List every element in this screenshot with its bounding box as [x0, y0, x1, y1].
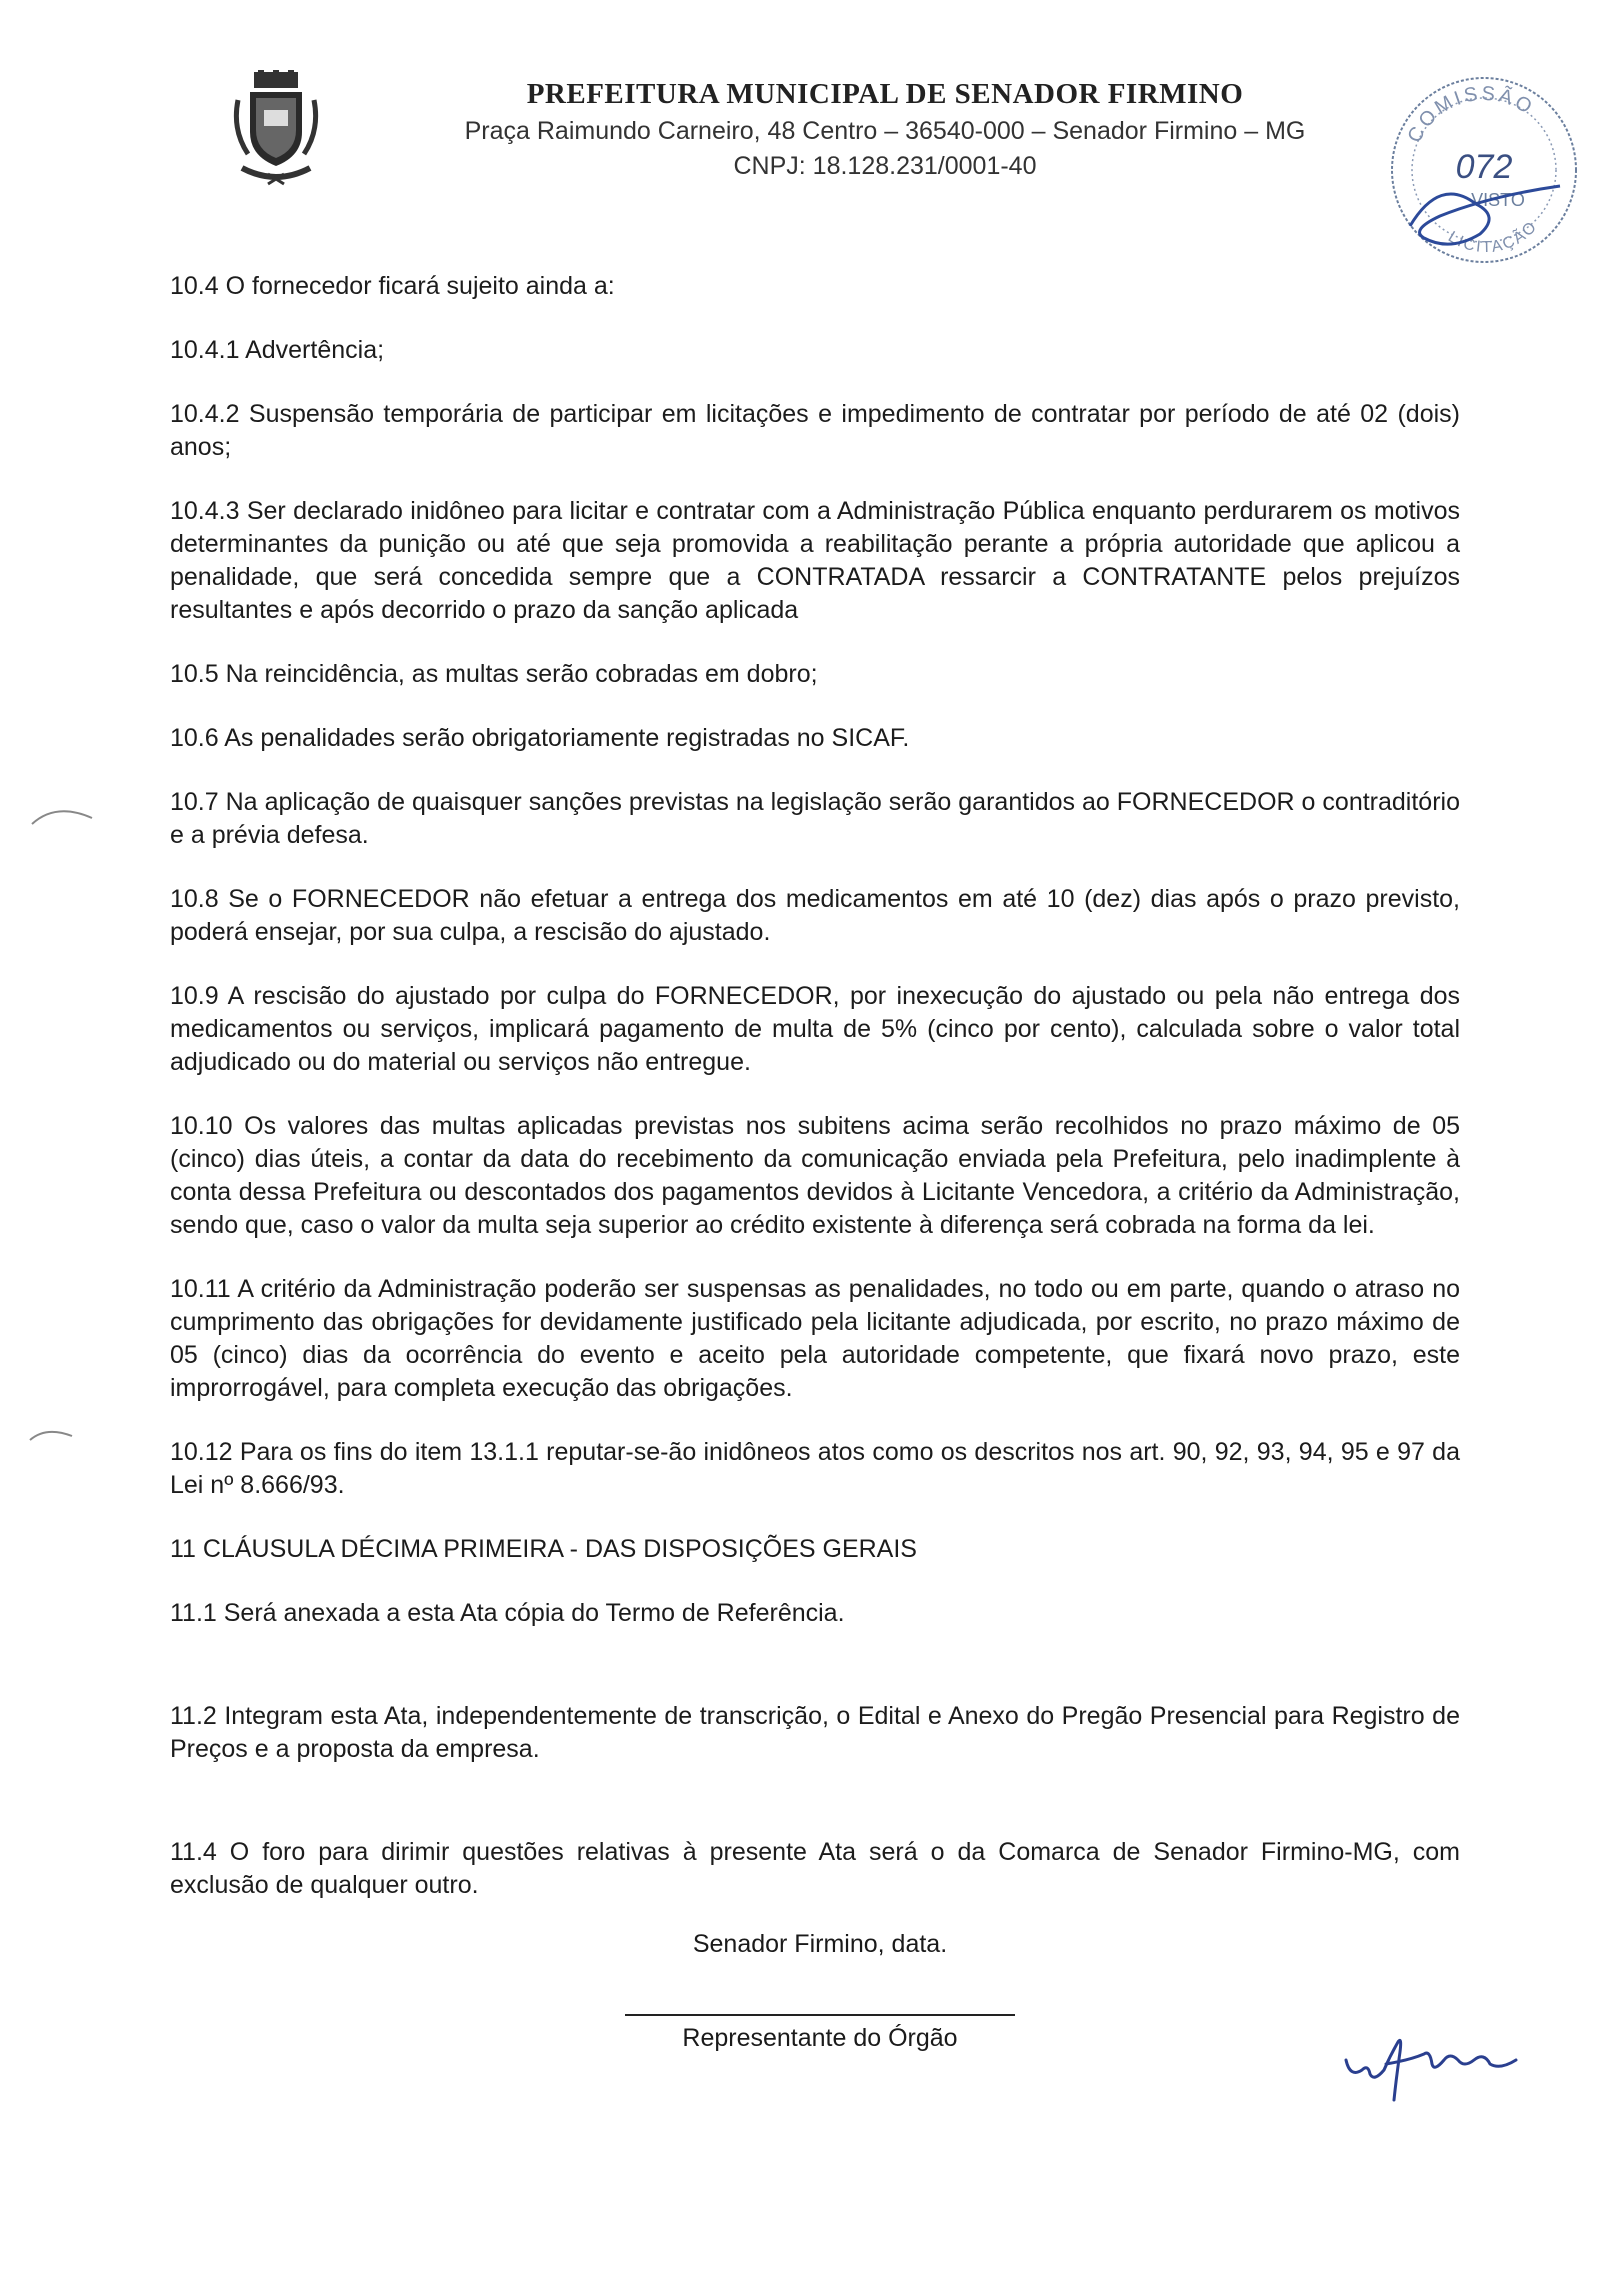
- commission-stamp: [1380, 66, 1588, 274]
- svg-text:COMISSÃO: [1404, 83, 1539, 147]
- signature-block: [620, 1930, 1020, 2053]
- paragraph-10-9: 10.9 A rescisão do ajustado por culpa do FORNECEDOR, por inexecução do ajustado ou pela não entrega dos medicamentos ou serviços, implicará pagamento de multa de 5% (cinco por cento), calculada sobre o valor total adjudicado ou do material ou serviços não entregue.: [170, 982, 1460, 1076]
- paragraph-10-5: 10.5 Na reincidência, as multas serão cobradas em dobro;: [170, 660, 818, 688]
- margin-mark: [28, 800, 98, 830]
- organization-address: Praça Raimundo Carneiro, 48 Centro – 36540-000 – Senador Firmino – MG: [464, 117, 1306, 145]
- paragraph-10-11: 10.11 A critério da Administração poderão ser suspensas as penalidades, no todo ou em parte, quando o atraso no cumprimento das obrigações for devidamente justificado pela licitante adjudicada, por escrito, no prazo máximo de 05 (cinco) dias da ocorrência do evento e aceito pela autoridade competente, que fixará novo prazo, este improrrogável, para completa execução das obrigações.: [170, 1275, 1460, 1402]
- paragraph-10-4-1: 10.4.1 Advertência;: [170, 336, 385, 364]
- clause-11-heading: 11 CLÁUSULA DÉCIMA PRIMEIRA - DAS DISPOSIÇÕES GERAIS: [170, 1535, 917, 1563]
- margin-mark: [26, 1422, 76, 1446]
- paragraph-11-4: 11.4 O foro para dirimir questões relativas à presente Ata será o da Comarca de Senador Firmino-MG, com exclusão de qualquer outro.: [170, 1838, 1460, 1899]
- paragraph-10-10: 10.10 Os valores das multas aplicadas previstas nos subitens acima serão recolhidos no prazo máximo de 05 (cinco) dias úteis, a contar da data do recebimento da comunicação enviada pela Prefeitura, pelo inadimplente à conta dessa Prefeitura ou descontados dos pagamentos devidos à Licitante Vencedora, a critério da Administração, sendo que, caso o valor da multa seja superior ao crédito existente à diferença será cobrada na forma da lei.: [170, 1112, 1460, 1239]
- paragraph-10-6: 10.6 As penalidades serão obrigatoriamente registradas no SICAF.: [170, 724, 910, 752]
- signature-line: [625, 2014, 1015, 2016]
- stamp-bottom-text: LICITAÇÃO: [1445, 217, 1542, 257]
- handwritten-initials: [1340, 2030, 1530, 2110]
- signature-label: Representante do Órgão: [682, 2024, 958, 2052]
- organization-cnpj: CNPJ: 18.128.231/0001-40: [733, 152, 1037, 180]
- stamp-top-text: COMISSÃO: [1403, 82, 1539, 147]
- paragraph-11-1: 11.1 Será anexada a esta Ata cópia do Termo de Referência.: [170, 1599, 845, 1627]
- paragraph-10-4-2: 10.4.2 Suspensão temporária de participar em licitações e impedimento de contratar por período de até 02 (dois) anos;: [170, 400, 1460, 461]
- stamp-visto-text: VISTO: [1471, 190, 1525, 210]
- paragraph-10-12: 10.12 Para os fins do item 13.1.1 reputar-se-ão inidôneos atos como os descritos nos art. 90, 92, 93, 94, 95 e 97 da Lei nº 8.666/93.: [170, 1438, 1460, 1499]
- organization-name: PREFEITURA MUNICIPAL DE SENADOR FIRMINO: [526, 78, 1244, 110]
- paragraph-10-4: 10.4 O fornecedor ficará sujeito ainda a:: [170, 272, 615, 300]
- place-and-date: Senador Firmino, data.: [692, 1930, 948, 1958]
- stamp-number: 072: [1455, 148, 1513, 186]
- coat-of-arms-logo: [228, 70, 324, 188]
- document-body: [170, 270, 1460, 1933]
- letterhead: [390, 78, 1380, 181]
- paragraph-10-4-3: 10.4.3 Ser declarado inidôneo para licitar e contratar com a Administração Pública enquanto perdurarem os motivos determinantes da punição ou até que seja promovida a reabilitação perante a própria autoridade que aplicou a penalidade, que será concedida sempre que a CONTRATADA ressarcir a CONTRATANTE pelos prejuízos resultantes e após decorrido o prazo da sanção aplicada: [170, 497, 1460, 624]
- paragraph-11-2: 11.2 Integram esta Ata, independentemente de transcrição, o Edital e Anexo do Pregão Presencial para Registro de Preços e a proposta da empresa.: [170, 1702, 1460, 1763]
- paragraph-10-8: 10.8 Se o FORNECEDOR não efetuar a entrega dos medicamentos em até 10 (dez) dias após o prazo previsto, poderá ensejar, por sua culpa, a rescisão do ajustado.: [170, 885, 1460, 946]
- svg-text:LICITAÇÃO: [1445, 218, 1541, 256]
- paragraph-10-7: 10.7 Na aplicação de quaisquer sanções previstas na legislação serão garantidos ao FORNECEDOR o contraditório e a prévia defesa.: [170, 788, 1460, 849]
